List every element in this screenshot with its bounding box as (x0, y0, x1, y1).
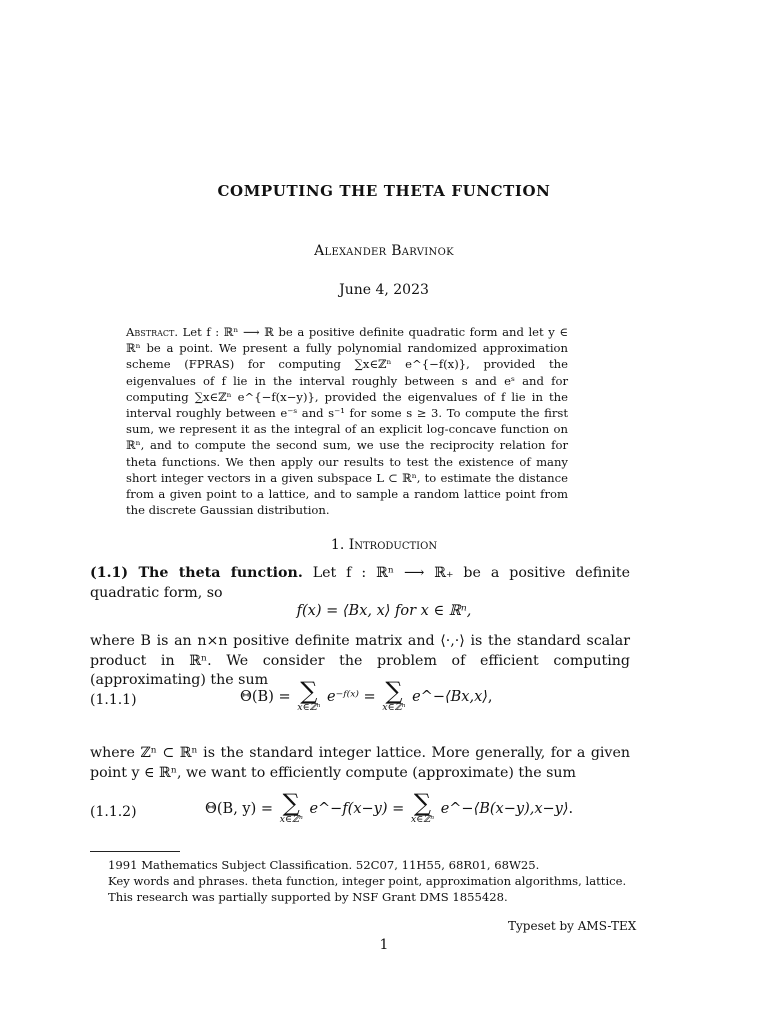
eq1-sum1: ∑ x∈ℤⁿ (297, 677, 321, 713)
eq1-lhs: Θ(B) = (240, 689, 291, 705)
subsection-intro (90, 564, 630, 603)
typeset-note: Typeset by AMS-TEX (508, 919, 637, 933)
abstract-label: Abstract. (126, 325, 179, 339)
paragraph-3: where ℤⁿ ⊂ ℝⁿ is the standard integer lattice. More generally, for a given point y ∈ ℝⁿ, we want to efficiently compute (approximate) the sum (90, 745, 630, 781)
footnote-rule (90, 851, 180, 852)
equation-number-1: (1.1.1) (90, 692, 137, 708)
section-title: Introduction (348, 537, 438, 553)
eq2-sum1: ∑ x∈ℤⁿ (279, 789, 303, 825)
footnote-keywords: Key words and phrases. theta function, integer point, approximation algorithms, lattice. (108, 874, 627, 888)
eq1-term2: e^−⟨Bx,x⟩ (412, 689, 488, 705)
subsection-intro-text: Let f : ℝⁿ ⟶ ℝ₊ be a positive definite quadratic form, so (90, 565, 630, 601)
eq2-term1: e^−f(x−y) (309, 801, 388, 817)
footnote-msc: 1991 Mathematics Subject Classification. 52C07, 11H55, 68R01, 68W25. (108, 858, 540, 872)
author-name: Alexander Barvinok (314, 243, 454, 259)
eq1-equals: = (363, 689, 376, 705)
eq1-sum2: ∑ x∈ℤⁿ (382, 677, 406, 713)
display-formula: f(x) = ⟨Bx, x⟩ for x ∈ ℝⁿ, (296, 603, 472, 619)
page-number: 1 (379, 937, 389, 953)
abstract-text: Let f : ℝⁿ ⟶ ℝ be a positive definite quadratic form and let y ∈ ℝⁿ be a point. We present a fully polynomial randomized approximation scheme (FPRAS) for computing ∑x∈ℤⁿ e^{−f(x)}, provided the eigenvalues of f lie in the interval roughly between s and eˢ and for computing ∑x∈ℤⁿ e^{−f(x−y)}, provided the eigenvalues of f lie in the interval roughly between e⁻ˢ and s⁻¹ for some s ≥ 3. To compute the first sum, we represent it as the integral of an explicit log-concave function on ℝⁿ, and to compute the second sum, we use the reciprocity relation for theta functions. We then apply our results to test the existence of many short integer vectors in a given subspace L ⊂ ℝⁿ, to estimate the distance from a given point to a lattice, and to sample a random lattice point from the discrete Gaussian distribution. (126, 325, 568, 518)
equation-2: Θ(B, y) = ∑ x∈ℤⁿ e^−f(x−y) = ∑ x∈ℤⁿ e^−⟨B(x−y),x−y⟩. (205, 789, 574, 825)
eq2-sum2: ∑ x∈ℤⁿ (410, 789, 435, 825)
paper-date: June 4, 2023 (339, 282, 429, 298)
abstract (126, 324, 568, 518)
eq2-equals: = (392, 801, 405, 817)
section-number: 1. (330, 537, 345, 553)
eq1-term1: e⁻ᶠ⁽ˣ⁾ (327, 689, 359, 705)
paragraph-2: where B is an n×n positive definite matrix and ⟨·,·⟩ is the standard scalar product in ℝⁿ. We consider the problem of efficient computing (approximating) the sum (90, 633, 630, 688)
eq2-term2: e^−⟨B(x−y),x−y⟩ (440, 801, 569, 817)
equation-1: Θ(B) = ∑ x∈ℤⁿ e⁻ᶠ⁽ˣ⁾ = ∑ x∈ℤⁿ e^−⟨Bx,x⟩, (240, 677, 493, 713)
subsection-heading: (1.1) The theta function. (90, 565, 303, 581)
section-heading (0, 537, 768, 553)
eq2-lhs: Θ(B, y) = (205, 801, 274, 817)
footnote-grant: This research was partially supported by NSF Grant DMS 1855428. (108, 890, 508, 904)
equation-number-2: (1.1.2) (90, 804, 137, 820)
paper-title: COMPUTING THE THETA FUNCTION (217, 182, 551, 200)
